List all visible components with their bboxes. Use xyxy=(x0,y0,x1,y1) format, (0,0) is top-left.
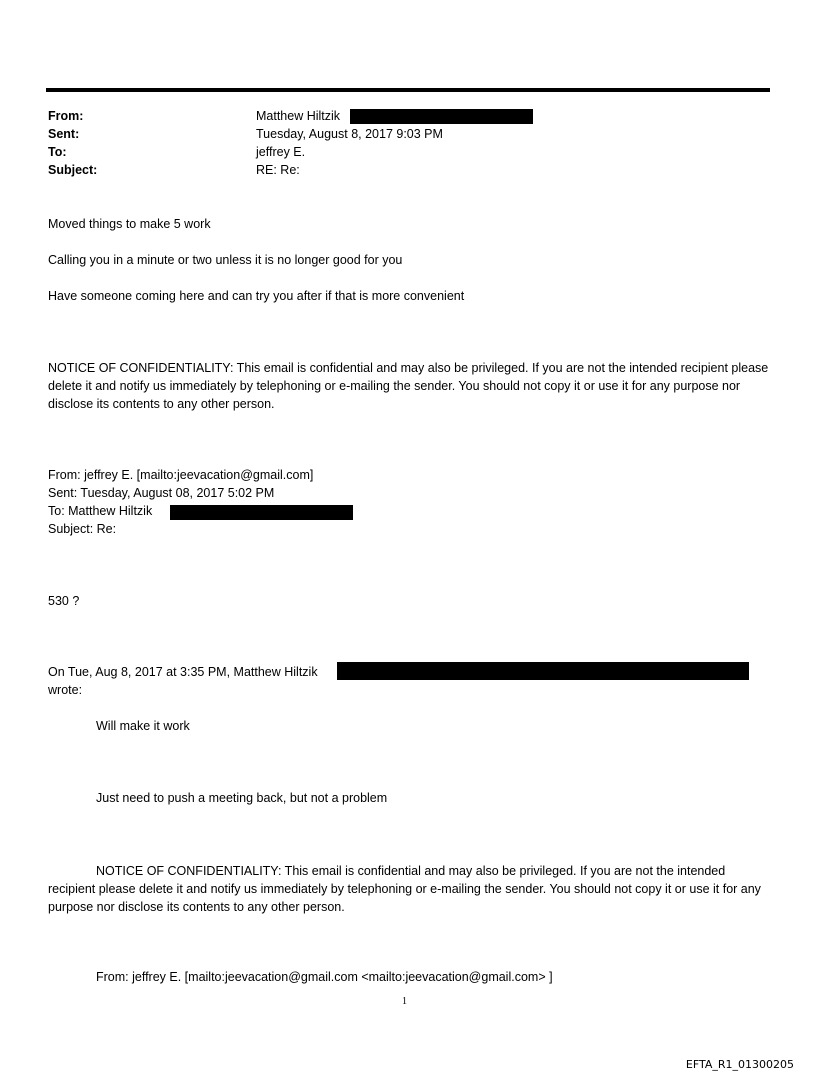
sent-value: Tuesday, August 8, 2017 9:03 PM xyxy=(256,127,443,141)
quoted-message: 530 ? xyxy=(48,594,80,608)
quoted2-line-2: Just need to push a meeting back, but not a problem xyxy=(96,791,388,805)
from-label: From: xyxy=(48,109,84,123)
quoted-from: From: jeffrey E. [mailto:jeevacation@gmail.com] xyxy=(48,468,314,482)
subject-label: Subject: xyxy=(48,163,98,177)
to-label: To: xyxy=(48,145,67,159)
quoted-intro: On Tue, Aug 8, 2017 at 3:35 PM, Matthew Hiltzik xyxy=(48,665,318,679)
quoted2-from: From: jeffrey E. [mailto:jeevacation@gmail.com <mailto:jeevacation@gmail.com> ] xyxy=(96,970,553,984)
subject-value: RE: Re: xyxy=(256,163,300,177)
sent-label: Sent: xyxy=(48,127,80,141)
quoted-sent: Sent: Tuesday, August 08, 2017 5:02 PM xyxy=(48,486,275,500)
body-line-3: Have someone coming here and can try you after if that is more convenient xyxy=(48,289,465,303)
redaction-bar xyxy=(350,109,533,124)
redaction-bar xyxy=(170,505,353,520)
quoted-subject: Subject: Re: xyxy=(48,522,117,536)
confidentiality-notice: NOTICE OF CONFIDENTIALITY: This email is confidential and may also be privileged. If you are not the intended recipient please delete it and notify us immediately by telephoning or e-mailing the sender. You should not copy it or use it for any purpose nor disclose its contents to any other person. xyxy=(48,361,769,411)
quoted2-line-1: Will make it work xyxy=(96,719,190,733)
body-line-1: Moved things to make 5 work xyxy=(48,217,211,231)
to-value: jeffrey E. xyxy=(256,145,306,159)
document-id: EFTA_R1_01300205 xyxy=(685,1058,794,1071)
page-number: 1 xyxy=(402,996,407,1007)
quoted-confidentiality-notice: NOTICE OF CONFIDENTIALITY: This email is confidential and may also be privileged. If you are not the intended recipient please delete it and notify us immediately by telephoning or e-mailing the sender. You should not copy it or use it for any purpose nor disclose its contents to any other person. xyxy=(48,864,761,914)
body-line-2: Calling you in a minute or two unless it is no longer good for you xyxy=(48,253,403,267)
redaction-bar xyxy=(337,662,749,680)
from-value: Matthew Hiltzik xyxy=(256,109,341,123)
quoted-wrote: wrote: xyxy=(48,683,83,697)
quoted-to: To: Matthew Hiltzik xyxy=(48,504,153,518)
header-rule xyxy=(46,88,770,92)
